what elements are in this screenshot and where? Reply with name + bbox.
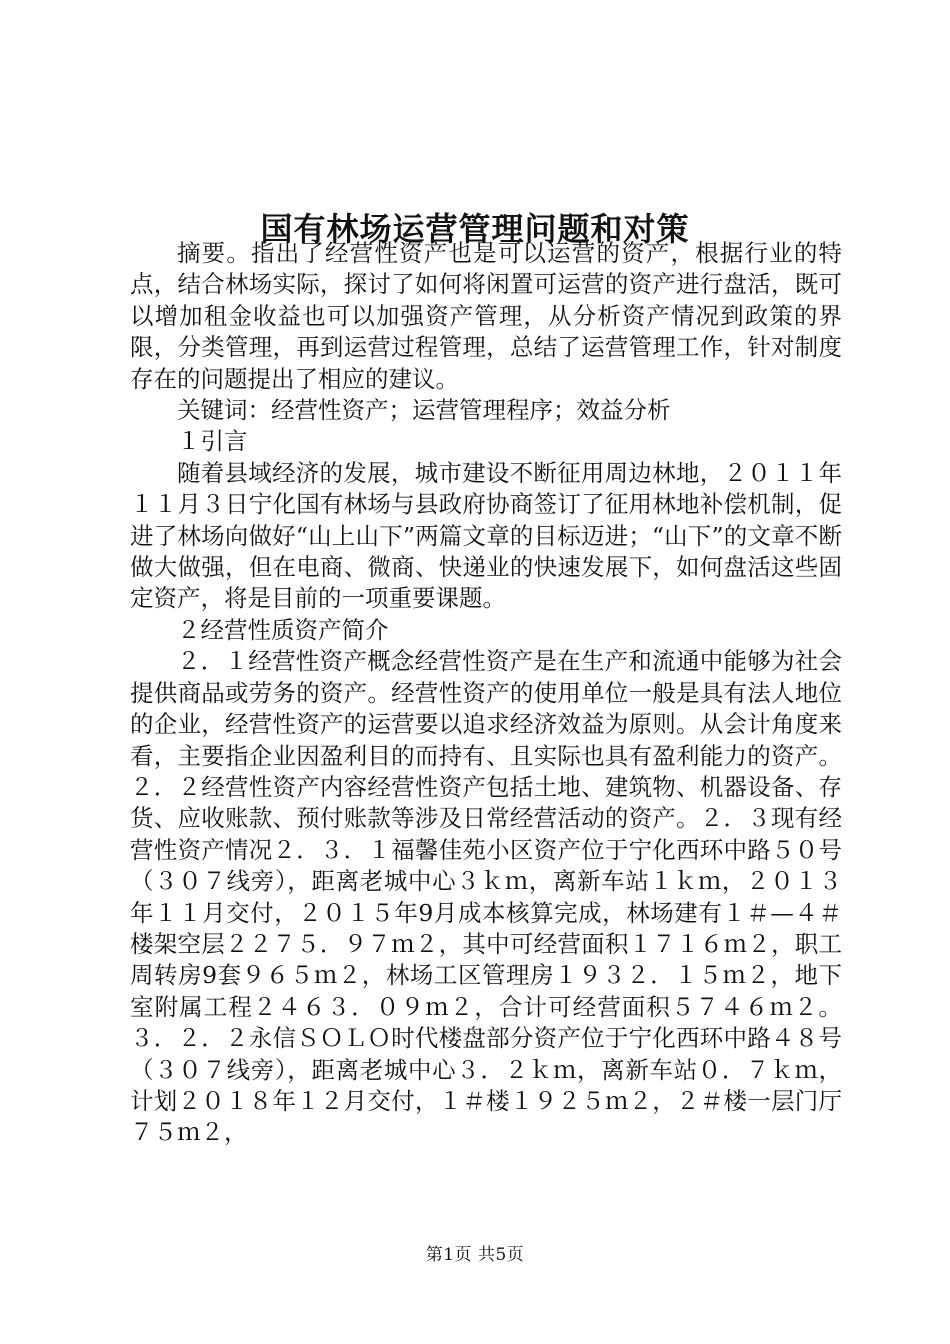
introduction-paragraph: 随着县域经济的发展，城市建设不断征用周边林地，２０１１年１１月３日宁化国有林场与县政府协商签订了征用林地补偿机制，促进了林场向做好“山上山下”两篇文章的目标迈进；“山下”的文章不断做大做强，但在电商、微商、快递业的快速发展下，如何盘活这些固定资产，将是目前的一项重要课题。 <box>130 458 842 613</box>
abstract-paragraph: 摘要。指出了经营性资产也是可以运营的资产，根据行业的特点，结合林场实际，探讨了如何将闲置可运营的资产进行盘活，既可以增加租金收益也可以加强资产管理，从分析资产情况到政策的界限，分类管理，再到运营过程管理，总结了运营管理工作，针对制度存在的问题提出了相应的建议。 <box>130 239 842 393</box>
assets-paragraph: ２．１经营性资产概念经营性资产是在生产和流通中能够为社会提供商品或劳务的资产。经营性资产的使用单位一般是具有法人地位的企业，经营性资产的运营要以追求经济效益为原则。从会计角度来看，主要指企业因盈利目的而持有、且实际也具有盈利能力的资产。２．２经营性资产内容经营性资产包括土地、建筑物、机器设备、存货、应收账款、预付账款等涉及日常经营活动的资产。２．３现有经营性资产情况２．３．１福馨佳苑小区资产位于宁化西环中路５０号（３０７线旁），距离老城中心３ｋｍ，离新车站１ｋｍ，２０１３年１１月交付，２０１５年9月成本核算完成，林场建有１＃—４＃楼架空层２２７５．９７ｍ２，其中可经营面积１７１６ｍ２，职工周转房9套９６５ｍ２，林场工区管理房１９３２．１５ｍ２，地下室附属工程２４６３．０９ｍ２，合计可经营面积５７４６ｍ２。３．２．２永信ＳＯＬＯ时代楼盘部分资产位于宁化西环中路４８号（３０７线旁），距离老城中心３．２ｋｍ，离新车站０．７ｋｍ，计划２０１８年１２月交付，１＃楼１９２５ｍ２，２＃楼一层门厅７５ｍ２， <box>130 647 842 1147</box>
document-title: 国有林场运营管理问题和对策 <box>260 210 690 249</box>
section-heading-assets: ２经营性质资产简介 <box>177 615 389 644</box>
keywords-paragraph: 关键词：经营性资产；运营管理程序；效益分析 <box>177 396 671 425</box>
section-heading-introduction: １引言 <box>177 427 248 456</box>
document-body <box>130 238 842 1149</box>
page-indicator: 第1页 共5页 <box>425 1245 525 1265</box>
